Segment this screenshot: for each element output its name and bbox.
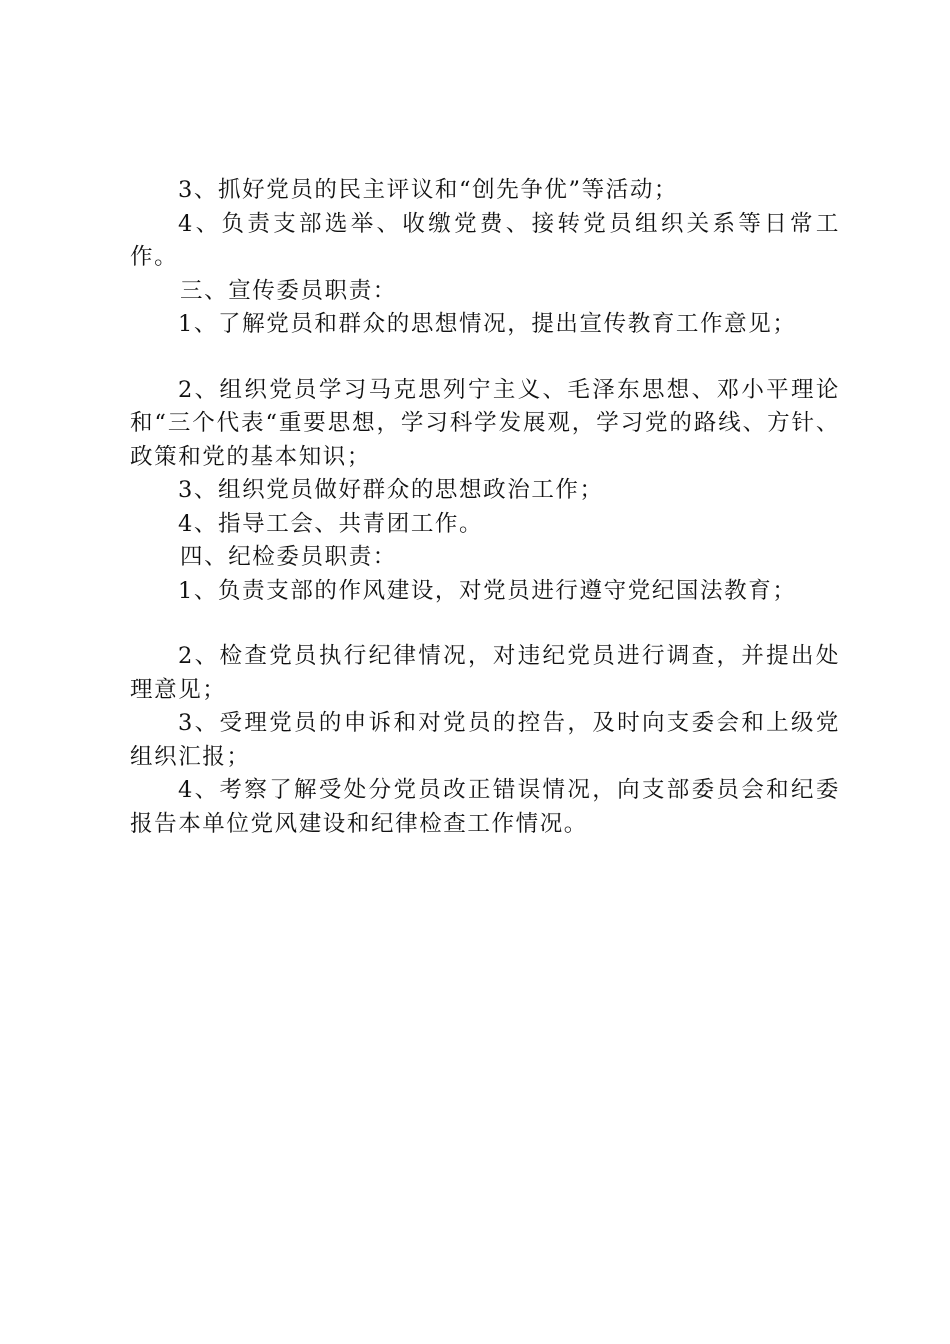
- paragraph: 1、了解党员和群众的思想情况，提出宣传教育工作意见；: [178, 311, 797, 337]
- section-heading: 三、宣传委员职责：: [180, 277, 397, 304]
- document-body: [130, 174, 840, 841]
- paragraph: 3、受理党员的申诉和对党员的控告，及时向支委会和上级党组织汇报；: [130, 710, 840, 770]
- paragraph: 4、负责支部选举、收缴党费、接转党员组织关系等日常工作。: [130, 210, 840, 270]
- paragraph: 3、组织党员做好群众的思想政治工作；: [178, 477, 604, 503]
- paragraph: 1、负责支部的作风建设，对党员进行遵守党纪国法教育；: [178, 577, 797, 604]
- paragraph: 2、组织党员学习马克思列宁主义、毛泽东思想、邓小平理论和“三个代表“重要思想，学习科学发展观，学习党的路线、方针、政策和党的基本知识；: [130, 376, 840, 470]
- paragraph: 3、抓好党员的民主评议和“创先争优”等活动；: [178, 177, 679, 203]
- paragraph: 4、指导工会、共青团工作。: [178, 510, 484, 537]
- paragraph: 2、检查党员执行纪律情况，对违纪党员进行调查，并提出处理意见；: [130, 643, 840, 703]
- paragraph: 4、考察了解受处分党员改正错误情况，向支部委员会和纪委报告本单位党风建设和纪律检查工作情况。: [130, 777, 840, 837]
- section-heading: 四、纪检委员职责：: [180, 544, 397, 570]
- blank-line: [130, 608, 840, 640]
- blank-line: [130, 342, 840, 374]
